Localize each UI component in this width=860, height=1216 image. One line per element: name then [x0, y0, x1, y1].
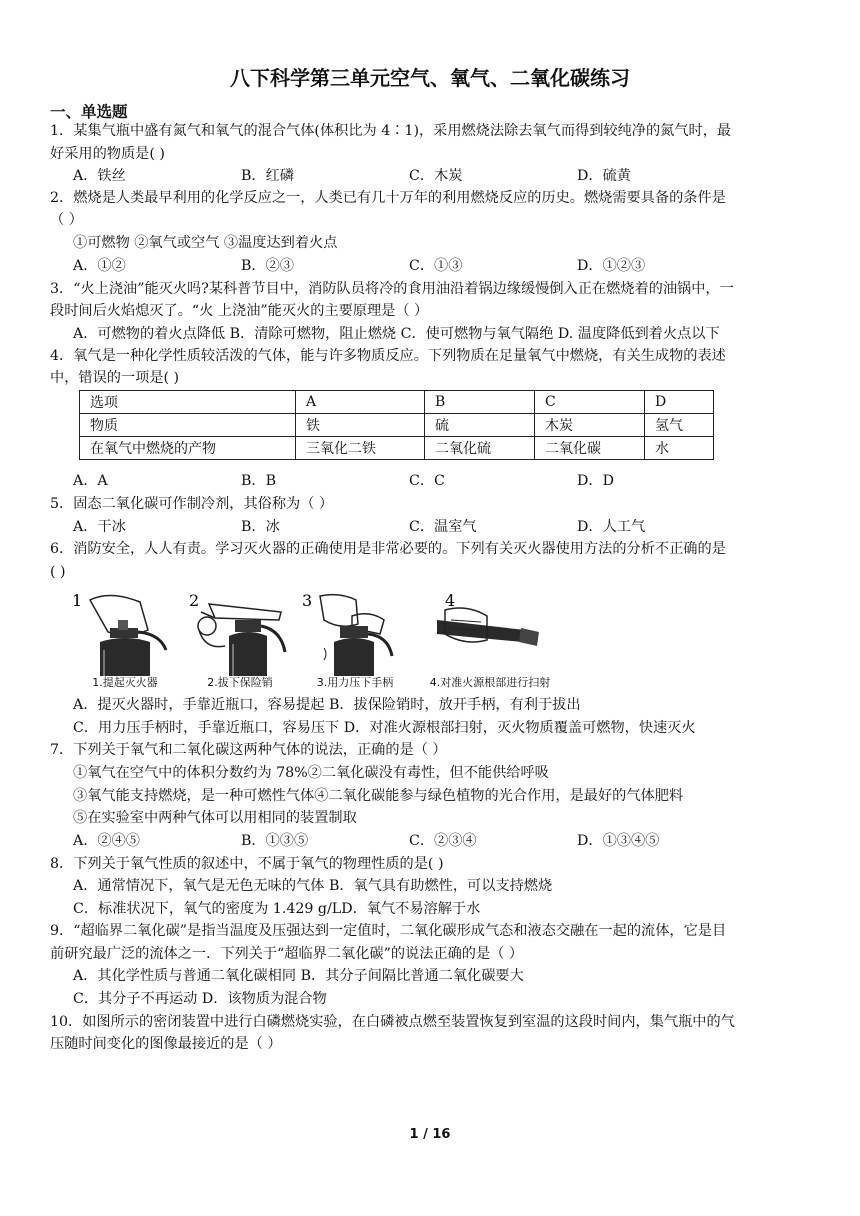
question-10-line-1: 10．如图所示的密闭装置中进行白磷燃烧实验，在白磷被点燃至装置恢复到室温的这段时间内，集气瓶中的气 — [50, 1014, 735, 1030]
question-3-options: A．可燃物的着火点降低 B．清除可燃物，阻止燃烧 C．使可燃物与氧气隔绝 D. 温度降低到着火点以下 — [73, 326, 720, 342]
question-5-line-1: 5．固态二氧化碳可作制冷剂，其俗称为（ ） — [50, 496, 334, 512]
table-cell: 二氧化硫 — [425, 437, 535, 460]
question-2-option-d: D．①②③ — [577, 258, 646, 274]
question-1-option-d: D．硫黄 — [577, 168, 631, 184]
question-2-option-b: B．②③ — [241, 258, 294, 274]
question-4-table — [79, 390, 714, 460]
question-2-option-c: C．①③ — [409, 258, 463, 274]
question-6-options-line-2: C．用力压手柄时，手靠近瓶口，容易压下 D．对准火源根部扫射，灭火物质覆盖可燃物，快速灭火 — [73, 720, 696, 736]
question-5-option-b: B．冰 — [241, 519, 280, 535]
extinguisher-pin-illustration — [185, 590, 295, 676]
table-row — [80, 391, 714, 414]
question-2-line-2: （ ） — [50, 212, 83, 228]
fire-extinguisher-figures — [70, 590, 570, 690]
page-title: 八下科学第三单元空气、氧气、二氧化碳练习 — [230, 66, 630, 90]
figure-number: 1 — [72, 591, 83, 610]
table-row — [80, 437, 714, 460]
figure-number: 3 — [302, 591, 313, 610]
question-1-line-1: 1．某集气瓶中盛有氮气和氧气的混合气体(体积比为 4∶1)，采用燃烧法除去氧气而得到较纯净的氮气时，最 — [50, 123, 732, 139]
table-cell: 选项 — [80, 391, 296, 414]
question-2-option-a: A．①② — [73, 258, 126, 274]
section-heading: 一、单选题 — [50, 103, 128, 121]
question-1-option-b: B．红磷 — [241, 168, 294, 184]
question-1-option-c: C．木炭 — [409, 168, 463, 184]
question-9-line-1: 9．“超临界二氧化碳”是指当温度及压强达到一定值时，二氧化碳形成气态和液态交融在一起的流体，它是目 — [50, 923, 727, 939]
question-2-line-1: 2．燃烧是人类最早利用的化学反应之一，人类已有几十万年的利用燃烧反应的历史。燃烧需要具备的条件是 — [50, 190, 726, 206]
question-6-line-1: 6．消防安全，人人有责。学习灭火器的正确使用是非常必要的。下列有关灭火器使用方法的分析不正确的是 — [50, 541, 726, 557]
question-9-line-2: 前研究最广泛的流体之一．下列关于“超临界二氧化碳”的说法正确的是（ ） — [50, 946, 524, 962]
figure-caption: 2.拔下保险销 — [207, 676, 273, 689]
question-6-options-line-1: A．提灭火器时，手靠近瓶口，容易提起 B．拔保险销时，放开手柄，有利于拔出 — [73, 697, 581, 713]
question-1-line-2: 好采用的物质是( ) — [50, 146, 165, 162]
question-2-conditions: ①可燃物 ②氧气或空气 ③温度达到着火点 — [73, 235, 338, 251]
question-4-line-2: 中，错误的一项是( ) — [50, 370, 180, 386]
question-3-line-2: 段时间后火焰熄灭了。“火 上浇油”能灭火的主要原理是（ ） — [50, 303, 429, 319]
table-row — [80, 414, 714, 437]
table-cell: 木炭 — [535, 414, 645, 437]
table-cell: 二氧化碳 — [535, 437, 645, 460]
question-9-options-line-1: A．其化学性质与普通二氧化碳相同 B．其分子间隔比普通二氧化碳要大 — [73, 968, 524, 984]
figure-3 — [300, 590, 410, 690]
table-cell: B — [425, 391, 535, 414]
table-cell: 铁 — [296, 414, 425, 437]
question-4-option-c: C．C — [409, 473, 445, 489]
question-4-line-1: 4．氧气是一种化学性质较活泼的气体，能与许多物质反应。下列物质在足量氧气中燃烧，有关生成物的表述 — [50, 348, 726, 364]
question-4-option-a: A．A — [73, 473, 108, 489]
question-8-options-line-2: C．标准状况下，氧气的密度为 1.429 g/LD．氧气不易溶解于水 — [73, 901, 481, 917]
question-7-line-1: 7．下列关于氧气和二氧化碳这两种气体的说法，正确的是（ ） — [50, 742, 447, 758]
question-7-statement-2: ③氧气能支持燃烧，是一种可燃性气体④二氧化碳能参与绿色植物的光合作用，是最好的气体肥料 — [73, 788, 684, 804]
question-3-line-1: 3．“火上浇油”能灭火吗?某科普节目中，消防队员将冷的食用油沿着锅边缘缓慢倒入正在燃烧着的油锅中，一 — [50, 281, 734, 297]
page-number: 1 / 16 — [409, 1127, 451, 1142]
figure-number: 4 — [445, 591, 456, 610]
table-cell: 在氧气中燃烧的产物 — [80, 437, 296, 460]
figure-2 — [185, 590, 295, 690]
question-7-option-a: A．②④⑤ — [73, 833, 140, 849]
table-cell: 硫 — [425, 414, 535, 437]
table-cell: A — [296, 391, 425, 414]
question-9-options-line-2: C．其分子不再运动 D．该物质为混合物 — [73, 991, 327, 1007]
extinguisher-spray-illustration — [415, 590, 565, 676]
extinguisher-lift-illustration — [70, 590, 180, 676]
question-7-option-b: B．①③⑤ — [241, 833, 309, 849]
figure-caption: 4.对准火源根部进行扫射 — [429, 676, 551, 689]
question-5-option-a: A．干冰 — [73, 519, 126, 535]
question-6-line-2: ( ) — [50, 564, 66, 580]
question-10-line-2: 压随时间变化的图像最接近的是（ ） — [50, 1036, 282, 1052]
figure-number: 2 — [189, 591, 200, 610]
extinguisher-press-illustration — [300, 590, 410, 676]
question-5-option-c: C．温室气 — [409, 519, 477, 535]
question-1-option-a: A．铁丝 — [73, 168, 126, 184]
table-cell: 水 — [645, 437, 714, 460]
question-7-option-c: C．②③④ — [409, 833, 477, 849]
table-cell: 三氧化二铁 — [296, 437, 425, 460]
question-4-option-d: D．D — [577, 473, 614, 489]
question-7-statement-1: ①氧气在空气中的体积分数约为 78%②二氧化碳没有毒性，但不能供给呼吸 — [73, 765, 549, 781]
figure-caption: 3.用力压下手柄 — [316, 676, 394, 689]
question-8-line-1: 8．下列关于氧气性质的叙述中，不属于氧气的物理性质的是( ) — [50, 856, 444, 872]
question-5-option-d: D．人工气 — [577, 519, 646, 535]
table-cell: 氢气 — [645, 414, 714, 437]
figure-4 — [415, 590, 565, 690]
question-7-option-d: D．①③④⑤ — [577, 833, 660, 849]
table-cell: D — [645, 391, 714, 414]
table-cell: 物质 — [80, 414, 296, 437]
question-8-options-line-1: A．通常情况下，氧气是无色无味的气体 B．氧气具有助燃性，可以支持燃烧 — [73, 878, 553, 894]
figure-1 — [70, 590, 180, 690]
figure-caption: 1.提起灭火器 — [92, 676, 158, 689]
question-7-statement-3: ⑤在实验室中两种气体可以用相同的装置制取 — [73, 810, 357, 826]
table-cell: C — [535, 391, 645, 414]
question-4-option-b: B．B — [241, 473, 277, 489]
